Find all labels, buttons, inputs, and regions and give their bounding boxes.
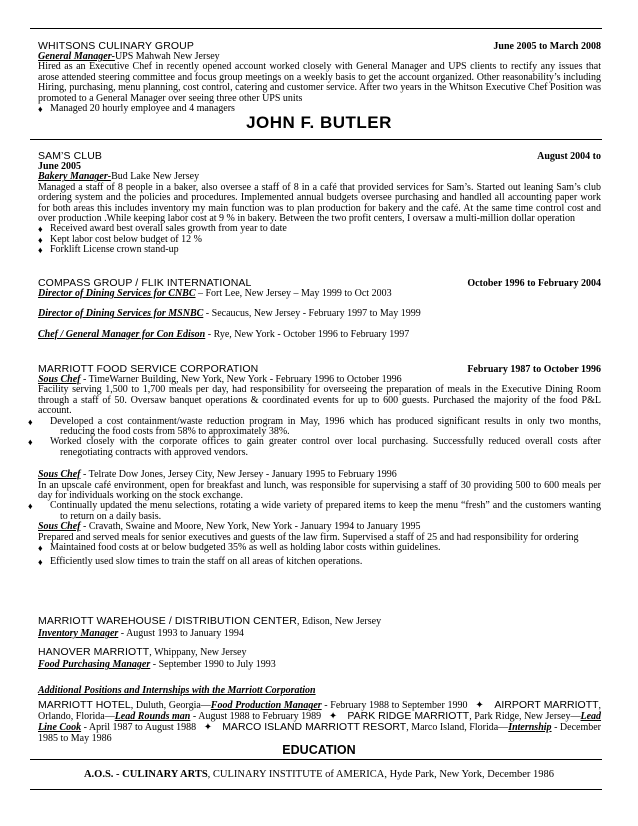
role-detail: - TimeWarner Building, New York, New York - February 1996 to October 1996 [80,374,402,385]
position-title: Lead Line Cook [38,711,602,734]
role-description: In an upscale café environment, open for breakfast and lunch, was responsible for supervising a staff of 30 providing 500 to 600 meals per day for individuals working on the stock exchange. [38,479,601,502]
whitsons-dates: June 2005 to March 2008 [493,41,601,52]
diamond-bullet-icon: ♦ [38,224,43,235]
compass-role-title: Director of Dining Services for MSNBC [38,308,204,320]
role-bullet: ♦ Continually updated the menu selections, rotating a wide variety of prepared items to keep the menu “fresh” and the customers wanting to return on a daily basis. [28,500,601,522]
bottom-rule [30,789,602,790]
position-title: Food Production Manager [210,700,322,712]
additional-heading: Additional Positions and Internships with the Marriott Corporation [38,685,316,696]
marriott-fs-dates: February 1987 to October 1996 [467,364,601,375]
warehouse-location: , Edison, New Jersey [296,616,382,627]
position-company: AIRPORT MARRIOTT [494,699,599,712]
education-entry [0,769,638,780]
sams-dates: August 2004 to [537,151,601,162]
position-company: MARRIOTT HOTEL [38,699,131,712]
sams-company: SAM’S CLUB [38,150,103,162]
whitsons-location: UPS Mahwah New Jersey [114,51,220,62]
role-detail: - Telrate Dow Jones, Jersey City, New Jersey - January 1995 to February 1996 [80,469,397,481]
education-degree: A.O.S. - CULINARY ARTS [83,769,208,780]
additional-positions: MARRIOTT HOTEL, Duluth, Georgia—Food Production Manager - February 1988 to September 1990 ✦ AIRPORT MARRIOTT, Orlando, Florida—Lead Rounds man - August 1988 to February 1989 ✦ PARK RIDGE MARRIOTT, Park Ridge, New Jersey—Lead Line Cook - April 1987 to August 1988 ✦ MARCO ISLAND MARRIOTT RESORT, Marco Island, Florida—Internship - December 1985 to May 1986 [38,699,602,745]
hanover-company: HANOVER MARRIOTT [38,646,150,658]
whitsons-description: Hired as an Executive Chef in recently opened account worked closely with General Manager and UPS clients to rectify any issues that arose attended steering committee and focus group meetings on a weekly basis to get the account organized. Other reasonability’s including Hiring, purchasing, menu planning, cost control, catering and customer service. After two years in the Whitson Executive Chef Position was promoted to a General Manager over seeing three other UPS units [38,61,601,104]
education-heading: EDUCATION [282,743,356,757]
whitsons-company: WHITSONS CULINARY GROUP [38,40,194,52]
diamond-bullet-icon: ♦ [38,245,43,256]
sams-bullet: ♦ Kept labor cost below budget of 12 % [38,233,202,245]
whitsons-bullet: ♦ Managed 20 hourly employee and 4 managers [38,103,235,115]
warehouse-title: Inventory Manager [38,628,119,639]
marriott-fs-section [28,363,601,567]
position-company: PARK RIDGE MARRIOTT [347,710,470,723]
role-bullet: ♦ Worked closely with the corporate offices to gain greater control over local purchasing. Successfully reduced overall costs after renegotiating contracts with approved vendors. [28,436,601,458]
sams-bullet: ♦ Forklift License crown stand-up [38,244,179,256]
sams-bullet: ♦ Received award best overall sales growth from year to date [38,223,287,235]
role-description: Facility serving 1,500 to 1,700 meals per day, had responsibility for overseeing the preparation of meals in the Executive Dining Room through a staff of 50. Oversaw banquet operations & coordinated events for up to 600 guests. Purchased the majority of the food P&L account. [38,384,601,417]
role-bullet: ♦ Developed a cost containment/waste reduction program in May, 1996 which has produced significant results in only two months, reducing the food costs from 58% to approximately 38%. [28,415,601,438]
compass-role-title: Chef / General Manager for Con Edison [38,328,206,340]
sams-location: Bud Lake New Jersey [111,171,200,183]
diamond-separator-icon: ✦ [203,722,213,734]
education-rule [30,759,602,760]
hanover-section [38,642,601,670]
sams-title: Bakery Manager- [38,171,112,183]
warehouse-company: MARRIOTT WAREHOUSE / DISTRIBUTION CENTER [38,615,297,627]
compass-role-title: Director of Dining Services for CNBC [38,288,196,299]
warehouse-section [38,611,601,639]
whitsons-section [38,40,601,114]
warehouse-detail: - August 1993 to January 1994 [118,628,244,639]
resume-name: JOHN F. BUTLER [246,113,392,132]
whitsons-title: General Manager- [38,51,115,62]
role-title: Sous Chef [38,469,81,481]
position-title: Internship [508,722,552,734]
position-title: Lead Rounds man [114,711,191,723]
role-title: Sous Chef [38,374,81,385]
diamond-bullet-icon: ♦ [38,234,43,245]
additional-section [38,686,601,744]
name-rule [30,139,602,140]
compass-role-detail: – Fort Lee, New Jersey – May 1999 to Oct 2003 [195,288,392,299]
compass-company: COMPASS GROUP / FLIK INTERNATIONAL [38,277,252,289]
sams-dates-cont: June 2005 [38,161,82,172]
role-description: Prepared and served meals for senior executives and guests of the law firm. Supervised a staff of 25 and had responsibility for ordering [38,531,579,543]
education-school: , CULINARY INSTITUTE of AMERICA, Hyde Park, New York, December 1986 [207,769,555,780]
top-rule [30,28,602,29]
hanover-location: , Whippany, New Jersey [149,647,247,658]
hanover-detail: - September 1990 to July 1993 [150,659,276,670]
diamond-bullet-icon: ♦ [38,556,43,567]
sams-section [38,150,601,256]
compass-role-detail: - Secaucus, New Jersey - February 1997 to May 1999 [203,308,421,320]
compass-role-detail: - Rye, New York - October 1996 to February 1997 [205,328,410,340]
diamond-separator-icon: ✦ [475,700,484,712]
role-detail: - Cravath, Swaine and Moore, New York, New York - January 1994 to January 1995 [80,521,421,533]
compass-dates: October 1996 to February 2004 [467,278,601,289]
hanover-title: Food Purchasing Manager [38,659,151,670]
diamond-bullet-icon: ♦ [38,104,43,115]
marriott-fs-company: MARRIOTT FOOD SERVICE CORPORATION [38,363,259,375]
sams-description: Managed a staff of 8 people in a baker, also oversee a staff of 8 in a café that provided services for Sam’s. Started out leaning Sam’s club ordering system and the policies and procedures. Implemented annual budgets oversee purchasing and handled all accounting paper work for both areas this includes inventory my main function was to plan production for bakery and the café. At the same time control cost and over production .While keeping labor cost at 9 % in bakery. Between the two profit centers, I oversaw a multi-million dollar operation [38,181,601,225]
role-title: Sous Chef [38,521,81,533]
diamond-separator-icon: ✦ [328,711,338,723]
position-company: MARCO ISLAND MARRIOTT RESORT [222,721,407,734]
role-bullet: ♦ Maintained food costs at or below budgeted 35% as well as holding labor costs within guidelines. [38,542,441,554]
role-bullet: ♦ Efficiently used slow times to train the staff on all areas of kitchen operations. [38,555,363,567]
diamond-bullet-icon: ♦ [38,543,43,554]
compass-section [38,277,601,340]
